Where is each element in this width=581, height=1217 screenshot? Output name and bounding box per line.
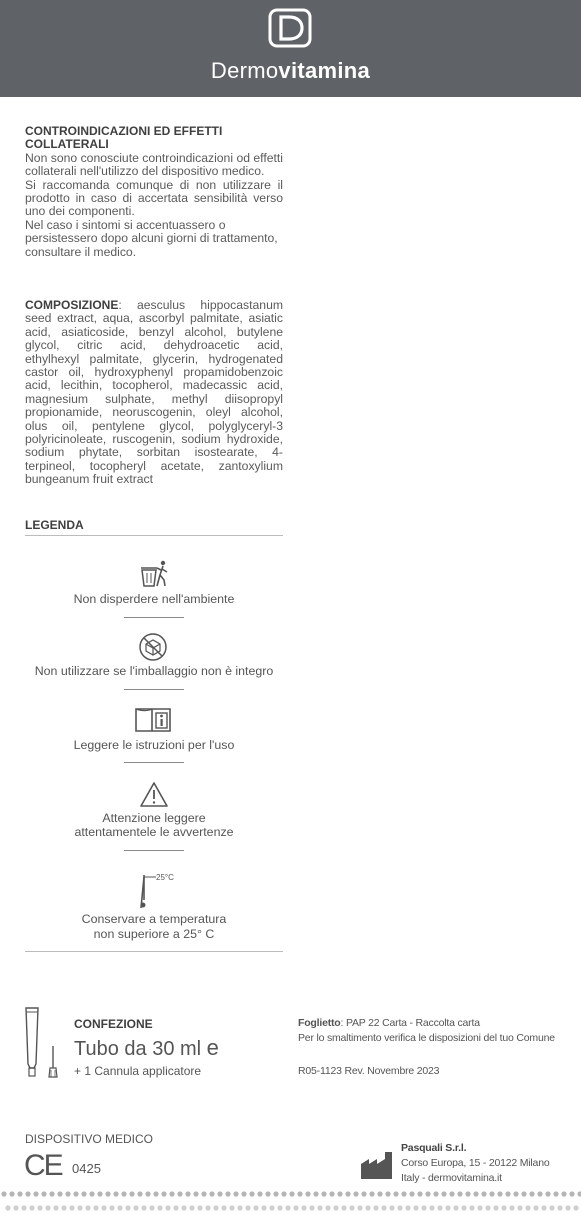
package-size-row — [74, 1035, 219, 1061]
notified-body-number: 0425 — [72, 1161, 101, 1176]
leaflet-material: : PAP 22 Carta - Raccolta carta — [340, 1017, 480, 1029]
tube-cannula-icon — [22, 1006, 68, 1080]
legend-divider-4 — [124, 850, 184, 851]
trash-person-icon — [138, 558, 170, 590]
header-band — [0, 0, 581, 97]
perforation-dots-row-1 — [0, 1190, 581, 1198]
contraindications-para-1: Non sono conosciute controindicazioni od effetti collaterali nell'utilizzo del dispositivo medico. — [25, 150, 283, 179]
leaflet-disposal: Per lo smaltimento verifica le disposizioni del tuo Comune — [298, 1032, 555, 1044]
brand-bold: vitamina — [278, 58, 371, 83]
legend-item-3-text: Leggere le istruzioni per l'uso — [73, 738, 235, 752]
thermometer-temp-label: 25°C — [156, 873, 174, 882]
legend-item-5-text-1: Conservare a temperatura — [81, 912, 227, 926]
contraindications-section — [25, 125, 283, 259]
legend-item-2-text: Non utilizzare se l'imballaggio non è integro — [34, 664, 274, 678]
brand-name — [0, 58, 581, 84]
package-cannula: + 1 Cannula applicatore — [74, 1064, 202, 1078]
contraindications-para-2: Si raccomanda comunque di non utilizzare il prodotto in caso di accertata sensibilità verso uno dei componenti. — [25, 177, 283, 219]
legend-bottom-rule — [25, 951, 283, 952]
legend-title: LEGENDA — [25, 518, 84, 532]
composition-label: COMPOSIZIONE — [25, 298, 119, 312]
composition-text: : aesculus hippocastanum seed extract, aqua, ascorbyl palmitate, asiatic acid, asiaticoside, benzyl alcohol, butylene glycol, citric acid, dehydroacetic acid, ethylhexyl palmitate, glycerin, hydrogenated castor oil, hydroxyphenyl propamidobenzoic acid, lecithin, tocopherol, madecassic acid, magnesium sulphate, methyl diisopropyl propionamide, neoruscogenin, oleyl alcohol, olus oil, pentylene glycol, polyglyceryl-3 polyricinoleate, ruscogenin, sodium hydroxide, sodium phytate, sorbitan isostearate, 4-terpineol, tocopheryl acetate, zantoxylium bungeanum fruit extract — [25, 298, 283, 487]
legend-divider-3 — [124, 762, 184, 763]
legend-top-rule — [25, 535, 283, 536]
contraindications-para-3: Nel caso i sintomi si accentuassero o persistessero dopo alcuni giorni di trattamento, consultare il medico. — [25, 217, 278, 259]
manufacturer-factory-icon — [360, 1150, 396, 1180]
leaflet-line-1 — [298, 1017, 480, 1029]
manufacturer-name: Pasquali S.r.l. — [401, 1142, 467, 1154]
dermovitamina-logo-icon — [268, 8, 312, 48]
legend-divider-2 — [124, 689, 184, 690]
legend-item-1-text: Non disperdere nell'ambiente — [73, 592, 235, 606]
legend-divider-1 — [124, 617, 184, 618]
brand-light: Dermo — [210, 58, 279, 83]
leaflet-label: Foglietto — [298, 1017, 341, 1029]
manufacturer-address: Corso Europa, 15 - 20122 Milano — [401, 1157, 550, 1169]
ce-mark: CE — [24, 1149, 62, 1182]
contraindications-title-1: CONTROINDICAZIONI ED EFFETTI — [25, 124, 223, 138]
composition-section — [25, 299, 283, 487]
legend-item-5-text-2: non superiore a 25° C — [93, 927, 215, 941]
package-size: Tubo da 30 ml — [74, 1038, 202, 1060]
perforation-dots-row-2 — [0, 1204, 581, 1212]
warning-triangle-icon — [139, 781, 169, 808]
instructions-book-icon — [134, 706, 172, 734]
legend-item-4-text-2: attentamentele le avvertenze — [74, 825, 234, 839]
damaged-package-icon — [138, 632, 168, 662]
leaflet-revision: R05-1123 Rev. Novembre 2023 — [298, 1065, 440, 1077]
package-title: CONFEZIONE — [74, 1017, 153, 1031]
contraindications-title-2: COLLATERALI — [25, 137, 109, 152]
estimated-sign: e — [206, 1035, 219, 1060]
manufacturer-site: Italy - dermovitamina.it — [401, 1172, 502, 1184]
device-label: DISPOSITIVO MEDICO — [25, 1132, 154, 1146]
legend-item-4-text-1: Attenzione leggere — [102, 811, 206, 825]
